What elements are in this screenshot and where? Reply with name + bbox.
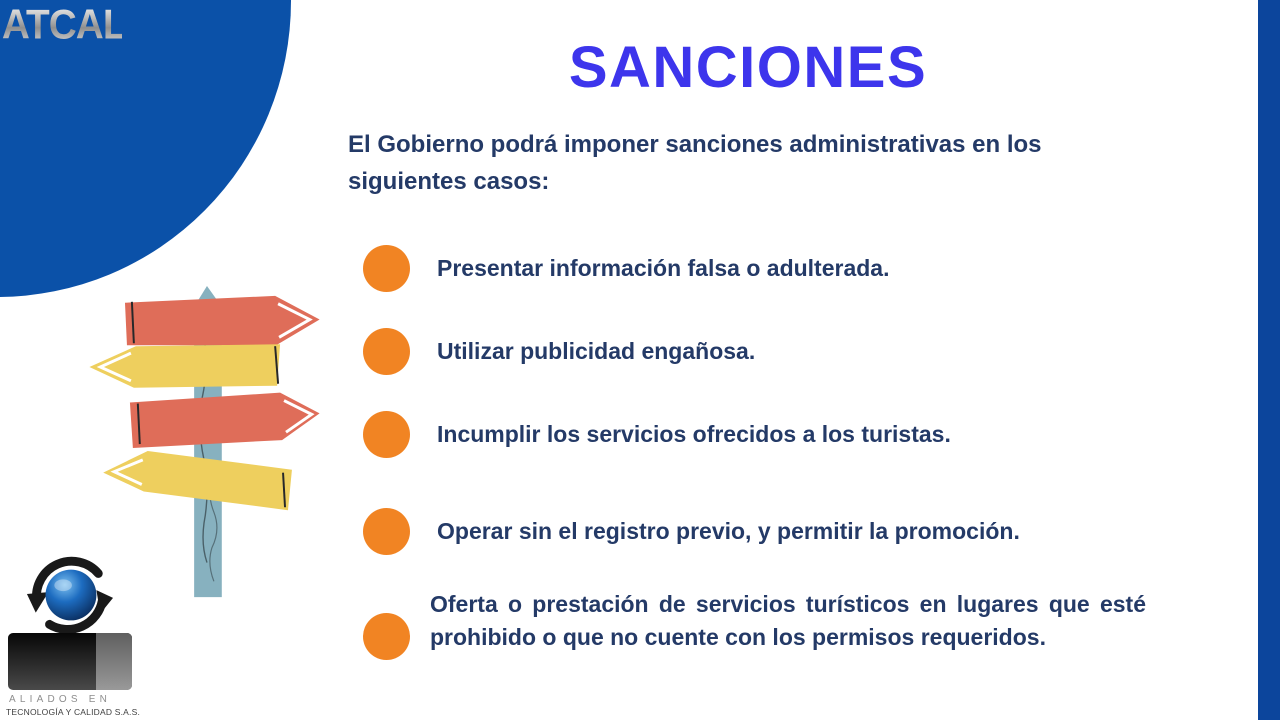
bullet-circle-icon xyxy=(363,328,410,375)
atcal-logo-subtagline: TECNOLOGÍA Y CALIDAD S.A.S. xyxy=(6,707,141,717)
atcal-logo-wordmark: ATCAL xyxy=(1,2,126,48)
list-item xyxy=(363,588,1146,660)
atcal-logo-tagline: ALIADOS EN xyxy=(9,694,112,705)
atcal-logo-box xyxy=(8,633,132,690)
atcal-logo-box-shine xyxy=(96,633,132,690)
intro-text: El Gobierno podrá imponer sanciones administrativas en los siguientes casos: xyxy=(348,131,1042,195)
bullet-circle-icon xyxy=(363,411,410,458)
bullet-text: Presentar información falsa o adulterada. xyxy=(437,255,890,281)
list-item xyxy=(363,508,1020,555)
bullet-circle-icon xyxy=(363,245,410,292)
bullet-text: Oferta o prestación de servicios turísticos en lugares que esté prohibido o que no cuente con los permisos requeridos. xyxy=(430,591,1146,650)
list-item xyxy=(363,411,951,458)
list-item xyxy=(363,328,755,375)
page-title: SANCIONES xyxy=(568,35,928,100)
bullet-text: Operar sin el registro previo, y permitir la promoción. xyxy=(437,518,1020,544)
cycle-eye-icon xyxy=(20,550,118,640)
right-edge-bar-decoration xyxy=(1258,0,1280,720)
bullet-text: Utilizar publicidad engañosa. xyxy=(437,338,756,364)
bullet-text: Incumplir los servicios ofrecidos a los turistas. xyxy=(437,421,951,447)
list-item xyxy=(363,245,889,292)
bullet-circle-icon xyxy=(363,613,410,660)
bullet-circle-icon xyxy=(363,508,410,555)
